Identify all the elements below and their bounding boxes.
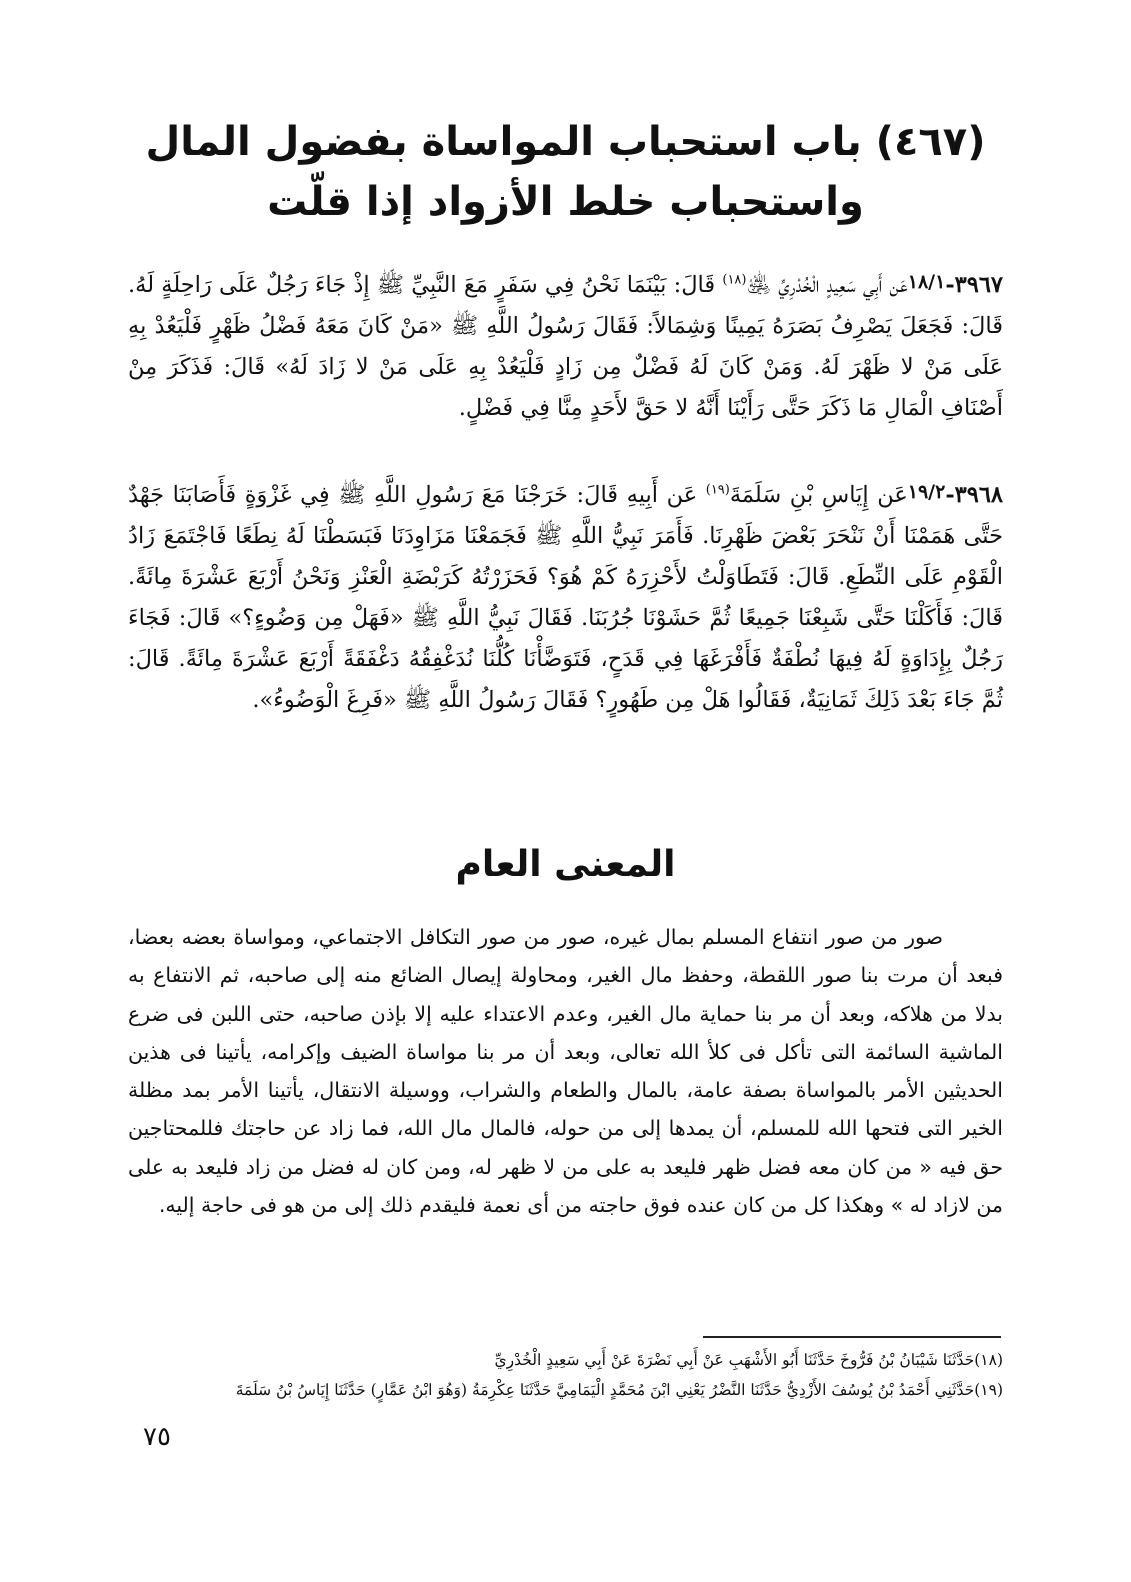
hadith-narrator: عَن إِيَاسِ بْنِ سَلَمَةَ <box>729 482 908 508</box>
section-heading: المعنى العام <box>455 844 676 885</box>
chapter-title <box>120 112 1011 232</box>
hadith-text: عَن أَبِيهِ قَالَ: خَرَجْنَا مَعَ رَسُولِ اللَّهِ ﷺ فِي غَزْوَةٍ فَأَصَابَنَا جَهْدٌ حَتَّى هَمَمْنَا أَنْ نَنْحَرَ بَعْضَ ظَهْرِنَا. فَأَمَرَ نَبِيُّ اللَّهِ ﷺ فَجَمَعْنَا مَزَاوِدَنَا فَبَسَطْنَا لَهُ نِطَعًا فَاجْتَمَعَ زَادُ الْقَوْمِ عَلَى النِّطَعِ. قَالَ: فَتَطَاوَلْتُ لأَحْزِرَهُ كَمْ هُوَ؟ فَحَزَرْتُهُ كَرَبْضَةِ الْعَنْزِ وَنَحْنُ أَرْبَعَ عَشْرَةَ مِائَةً. قَالَ: فَأَكَلْنَا حَتَّى شَبِعْنَا جَمِيعًا ثُمَّ حَشَوْنَا جُرُبَنَا. فَقَالَ نَبِيُّ اللَّهِ ﷺ «فَهَلْ مِن وَضُوءٍ؟» قَالَ: فَجَاءَ رَجُلٌ بِإِدَاوَةٍ لَهُ فِيهَا نُطْفَةٌ فَأَفْرَغَهَا فِي قَدَحٍ، فَتَوَضَّأْنَا كُلُّنَا نُدَغْفِقُهُ دَغْفَقَةً أَرْبَعَ عَشْرَةَ مِائَةً. قَالَ: ثُمَّ جَاءَ بَعْدَ ذَلِكَ ثَمَانِيَةٌ، فَقَالُوا هَلْ مِن طَهُورٍ؟ فَقَالَ رَسُولُ اللَّهِ ﷺ «فَرِغَ الْوَضُوءُ». <box>128 482 1003 713</box>
page-number: ٧٥ <box>143 1422 171 1452</box>
footnote-marker: (١٨) <box>722 272 747 288</box>
footnotes <box>128 1345 1003 1405</box>
hadith-3967 <box>128 262 1003 429</box>
footnote-18: (١٨)حَدَّثَنَا شَيْبَانُ بْنُ فَرُّوخَ حَدَّثَنَا أَبُو الأَشْهَبِ عَنْ أَبِي نَضْرَةَ عَنْ أَبِي سَعِيدٍ الْخُدْرِيِّ <box>494 1351 1003 1369</box>
footnote-marker: (١٩) <box>705 482 730 498</box>
hadith-3968 <box>128 472 1003 721</box>
hadith-number: ٣٩٦٧- <box>945 272 1003 298</box>
chapter-title-line-2: واستحباب خلط الأزواد إذا قلّت <box>267 179 864 225</box>
hadith-narrator: عَن أَبِي سَعِيدٍ الْخُدْرِيِّ ﵁ <box>746 272 908 298</box>
chapter-title-line-1: (٤٦٧) باب استحباب المواساة بفضول المال <box>145 119 986 165</box>
hadith-reference: ١٩/٢ <box>907 481 946 503</box>
footnote-divider <box>703 1336 1001 1338</box>
general-meaning-paragraph: صور من صور انتفاع المسلم بمال غيره، صور من صور التكافل الاجتماعي، ومواساة بعضه بعضا، فبعد أن مرت بنا صور اللقطة، وحفظ مال الغير، ومحاولة إيصال الضائع منه إلى صاحبه، ثم الانتفاع به بدلا من هلاكه، وبعد أن مر بنا حماية مال الغير، وعدم الاعتداء عليه إلا بإذن صاحبه، حتى اللبن فى ضرع الماشية السائمة التى تأكل فى كلأ الله تعالى، وبعد أن مر بنا مواساة الضيف وإكرامه، يأتينا فى هذين الحديثين الأمر بالمواساة بصفة عامة، بالمال والطعام والشراب، ووسيلة الانتقال، يأتينا الأمر بمد مظلة الخير التى فتحها الله للمسلم، أن يمدها إلى من حوله، فالمال مال الله، فما زاد عن حاجتك فللمحتاجين حق فيه « من كان معه فضل ظهر فليعد به على من لا ظهر له، ومن كان له فضل من زاد فليعد به على من لازاد له » وهكذا كل من كان عنده فوق حاجته من أى نعمة فليقدم ذلك إلى من هو فى حاجة إليه. <box>128 925 1003 1218</box>
footnote-19: (١٩)حَدَّثَنِي أَحْمَدُ بْنُ يُوسُفَ الأَزْدِيُّ حَدَّثَنَا النَّضْرُ يَعْنِي ابْنَ مُحَمَّدٍ الْيَمَامِيَّ حَدَّثَنَا عِكْرِمَةُ (وَهُوَ ابْنُ عَمَّارٍ) حَدَّثَنَا إِيَاسُ بْنُ سَلَمَةَ <box>235 1381 1003 1399</box>
hadith-reference: ١٨/١ <box>907 271 946 293</box>
hadith-number: ٣٩٦٨- <box>945 482 1003 508</box>
hadith-text: قَالَ: بَيْنَمَا نَحْنُ فِي سَفَرٍ مَعَ النَّبِيِّ ﷺ إِذْ جَاءَ رَجُلٌ عَلَى رَاحِلَةٍ لَهُ. قَالَ: فَجَعَلَ يَصْرِفُ بَصَرَهُ يَمِينًا وَشِمَالاً: فَقَالَ رَسُولُ اللَّهِ ﷺ «مَنْ كَانَ مَعَهُ فَضْلُ ظَهْرٍ فَلْيَعُدْ بِهِ عَلَى مَنْ لا ظَهْرَ لَهُ. وَمَنْ كَانَ لَهُ فَضْلٌ مِن زَادٍ فَلْيَعُدْ بِهِ عَلَى مَنْ لا زَادَ لَهُ» قَالَ: فَذَكَرَ مِنْ أَصْنَافِ الْمَالِ مَا ذَكَرَ حَتَّى رَأَيْنَا أَنَّهُ لا حَقَّ لأَحَدٍ مِنَّا فِي فَضْلٍ. <box>128 272 1003 421</box>
